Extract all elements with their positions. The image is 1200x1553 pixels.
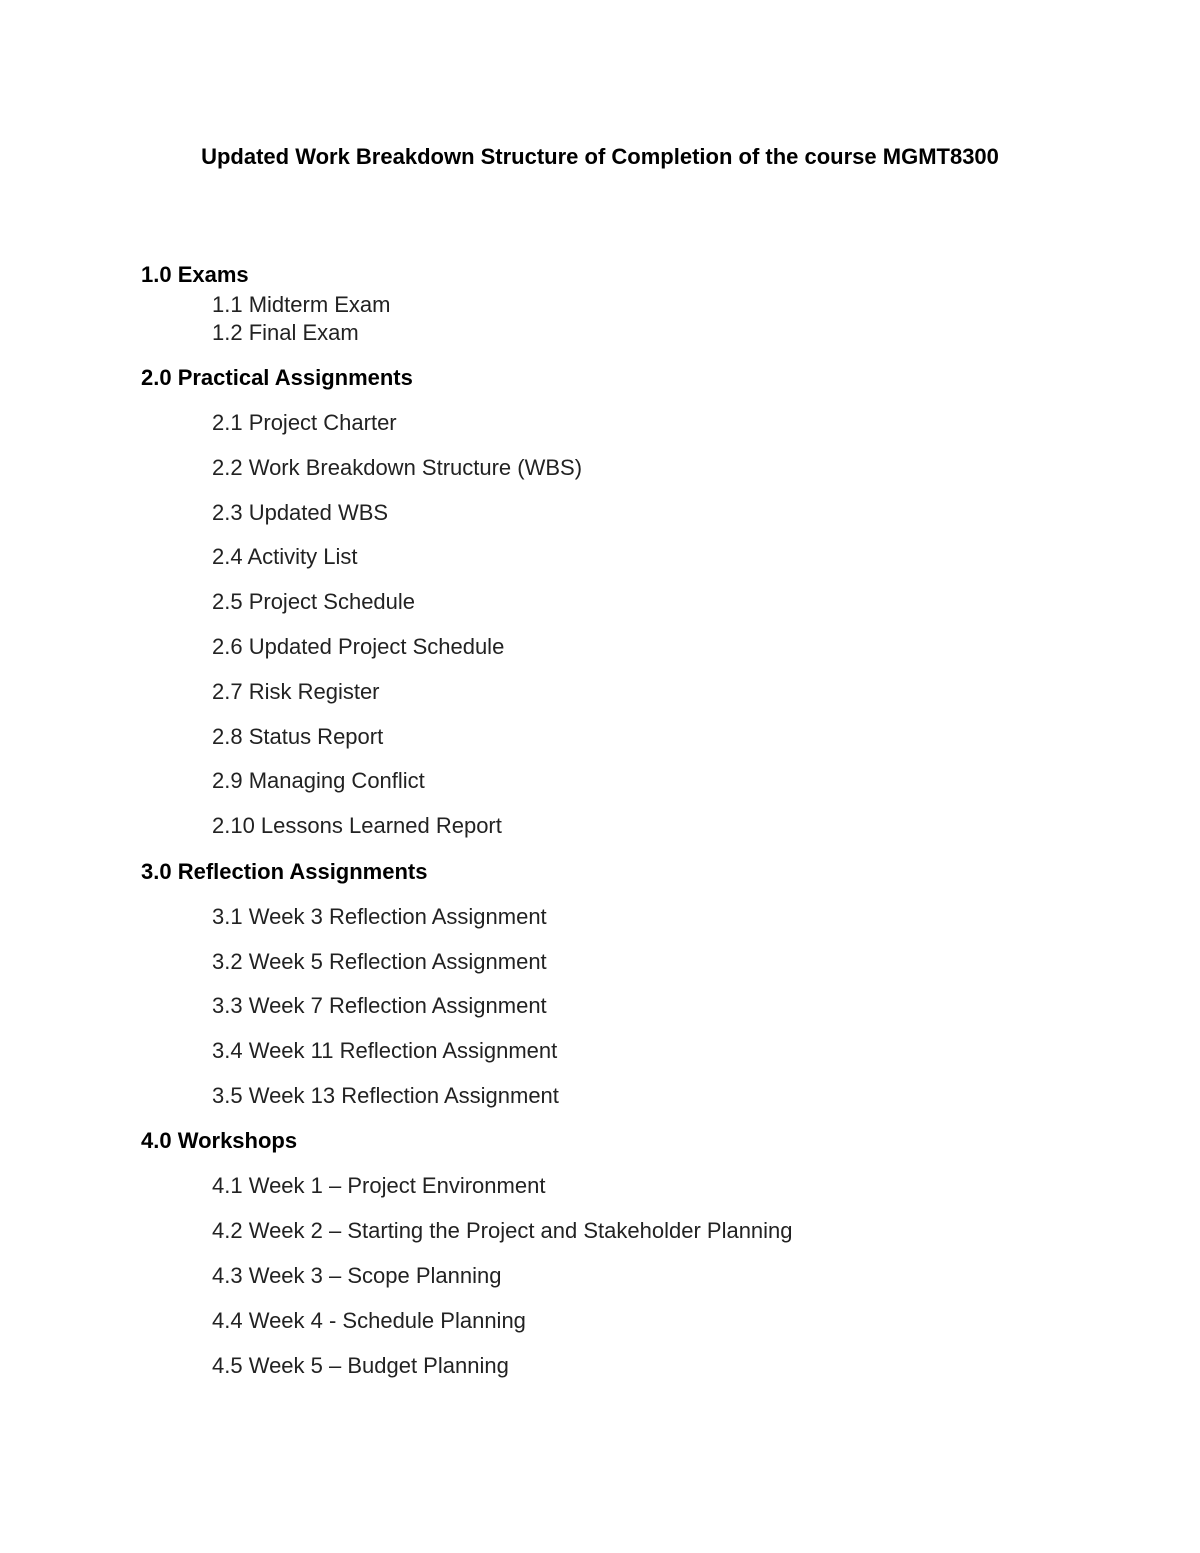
list-item: 2.4 Activity List — [212, 544, 358, 569]
list-item: 4.2 Week 2 – Starting the Project and Stakeholder Planning — [212, 1218, 793, 1243]
list-item: 2.1 Project Charter — [212, 410, 397, 435]
list-item: 4.5 Week 5 – Budget Planning — [212, 1353, 509, 1378]
list-item: 4.4 Week 4 - Schedule Planning — [212, 1308, 526, 1333]
list-item: 1.1 Midterm Exam — [212, 292, 391, 317]
list-item: 1.2 Final Exam — [212, 320, 359, 345]
section-heading-workshops: 4.0 Workshops — [141, 1128, 298, 1153]
list-item: 3.5 Week 13 Reflection Assignment — [212, 1083, 559, 1108]
list-item: 2.6 Updated Project Schedule — [212, 634, 505, 659]
list-item: 2.8 Status Report — [212, 724, 384, 749]
list-item: 2.5 Project Schedule — [212, 589, 416, 614]
list-item: 2.2 Work Breakdown Structure (WBS) — [212, 455, 583, 480]
list-item: 3.2 Week 5 Reflection Assignment — [212, 949, 547, 974]
document-title: Updated Work Breakdown Structure of Completion of the course MGMT8300 — [201, 144, 999, 169]
list-item: 2.9 Managing Conflict — [212, 768, 425, 793]
list-item: 2.7 Risk Register — [212, 679, 380, 704]
list-item: 2.10 Lessons Learned Report — [212, 813, 502, 838]
list-item: 3.1 Week 3 Reflection Assignment — [212, 904, 547, 929]
section-heading-practical-assignments: 2.0 Practical Assignments — [141, 365, 413, 390]
section-heading-reflection-assignments: 3.0 Reflection Assignments — [141, 859, 428, 884]
section-heading-exams: 1.0 Exams — [141, 262, 249, 287]
list-item: 4.3 Week 3 – Scope Planning — [212, 1263, 502, 1288]
list-item: 3.3 Week 7 Reflection Assignment — [212, 993, 547, 1018]
list-item: 3.4 Week 11 Reflection Assignment — [212, 1038, 558, 1063]
list-item: 2.3 Updated WBS — [212, 500, 389, 525]
list-item: 4.1 Week 1 – Project Environment — [212, 1173, 546, 1198]
